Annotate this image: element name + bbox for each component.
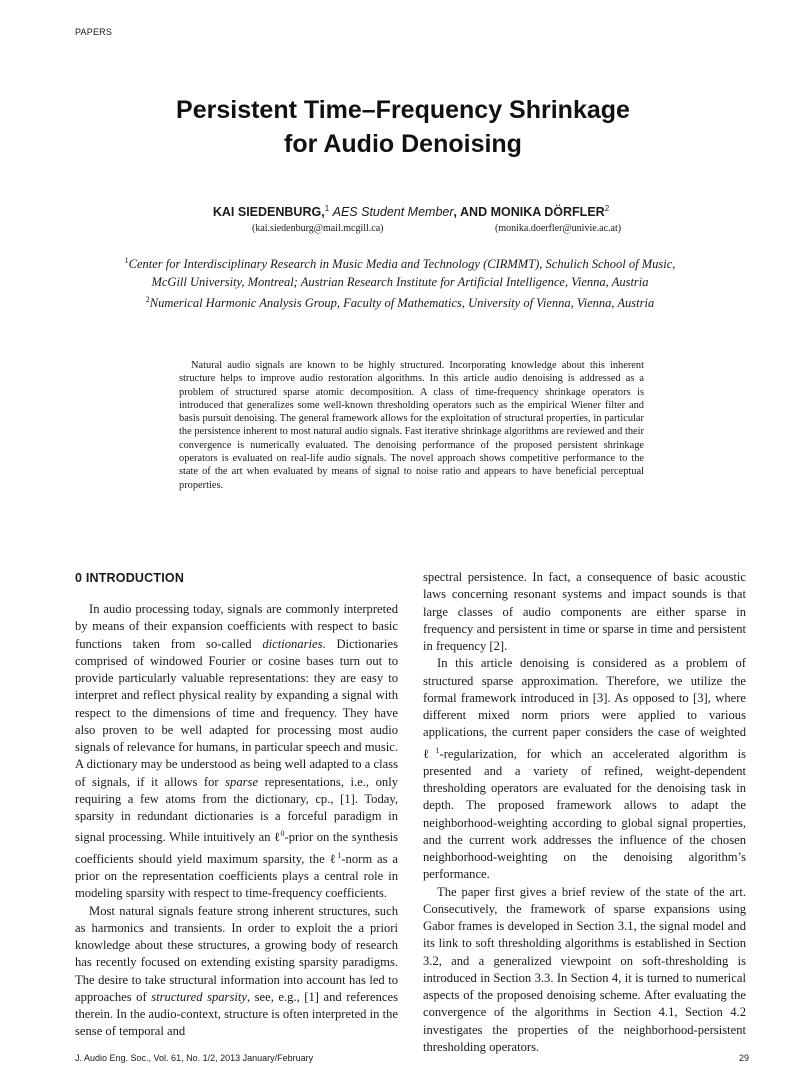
journal-citation: J. Audio Eng. Soc., Vol. 61, No. 1/2, 2013 January/February — [75, 1053, 314, 1063]
affiliation-2-line — [0, 291, 800, 312]
page-number: 29 — [738, 1053, 749, 1063]
author-2-email: (monika.doerfler@univie.ac.at) — [495, 223, 622, 234]
paragraph: spectral persistence. In fact, a consequence of basic acoustic laws concerning resonant systems and impact sounds is that large classes of audio components are either sparse in frequency and persistent in time or sparse in time and persistent in frequency [2]. — [423, 570, 746, 653]
title-line-2: for Audio Denoising — [284, 130, 522, 158]
emphasis: sparse — [225, 774, 259, 789]
text-run: -norm as a prior on the representation coefficients plays a central role in modeling sparsity with respect to time-frequency coefficients. — [75, 851, 398, 901]
text-run: Most natural signals feature strong inherent structures, such as harmonics and transients. In order to exploit the a priori knowledge about these structures, a growing body of research has recently focused on extending existing sparsity paradigms. The desire to take structural information into account has led to approaches of — [75, 903, 398, 1004]
affiliation-1-text-1: Center for Interdisciplinary Research in Music Media and Technology (CIRMMT), Schulich School of Music, — [128, 257, 676, 272]
text-run: . Dictionaries comprised of windowed Fourier or cosine bases turn out to provide particularly valuable representations: they are easy to interpret and reflect physical reality by expanding a signal with respect to the dimensions of time and frequency. They have also proven to be well adapted for processing most audio signals of relevance for humans, in particular speech and music. A dictionary may be understood as being well adapted to a class of signals, if it allows for — [75, 636, 398, 789]
author-1-email: (kai.siedenburg@mail.mcgill.ca) — [252, 223, 384, 234]
text-run: In this article denoising is considered as a problem of structured sparse approximation. Therefore, we utilize the formal framework introduced in [3]. As opposed to [3], where different mixed norm priors were applied to various applications, the current paper considers the case of weighted ℓ — [423, 656, 746, 761]
body-column-left — [75, 601, 398, 1041]
author-line — [0, 204, 806, 219]
author-2-name: , AND MONIKA DÖRFLER — [453, 205, 605, 220]
text-run: , see, e.g., [1] and references therein. In the audio-context, structure is often interpreted in the sense of temporal and — [75, 989, 398, 1039]
affiliation-2-text: Numerical Harmonic Analysis Group, Faculty of Mathematics, University of Vienna, Vienna, Austria — [149, 296, 655, 311]
affiliation-1-mark: 1 — [124, 256, 129, 265]
text-run: In audio processing today, signals are commonly interpreted by means of their expansion coefficients with respect to basic functions taken from so-called — [75, 602, 398, 651]
affiliation-1-line-2: McGill University, Montreal; Austrian Research Institute for Artificial Intelligence, Vienna, Austria — [151, 275, 649, 290]
author-1-affil-mark: 1 — [324, 204, 330, 213]
paragraph — [75, 601, 398, 903]
affiliations — [0, 252, 800, 312]
author-1-name: KAI SIEDENBURG, — [212, 205, 325, 220]
abstract: Natural audio signals are known to be highly structured. Incorporating knowledge about this inherent structure helps to improve audio restoration algorithms. In this article audio denoising is addressed as a problem of structured sparse atomic decomposition. A class of time-frequency shrinkage operators is introduced that generalizes some well-known thresholding operators such as the empirical Wiener filter and basis pursuit denoising. The general framework allows for the exploitation of structural properties, in particular the persistence inherent to most natural audio signals. Fast iterative shrinkage algorithms are reviewed and their convergence is numerically evaluated. The denoising performance of the proposed persistent shrinkage operators is evaluated on real-life audio signals. The novel approach shows competitive performance to the state of the art when evaluated by means of signal to noise ratio and appears to have beneficial perceptual properties. — [179, 360, 644, 491]
author-2-affil-mark: 2 — [604, 204, 610, 213]
paragraph — [423, 655, 746, 883]
emphasis: dictionaries — [262, 636, 323, 651]
section-label: PAPERS — [75, 27, 113, 37]
emphasis: structured sparsity — [151, 989, 247, 1004]
text-run: -prior on the synthesis coefficients should yield maximum sparsity, the ℓ — [75, 830, 398, 866]
body-column-right — [423, 569, 746, 1056]
paragraph — [75, 903, 398, 1041]
paper-title — [0, 93, 806, 161]
title-line-1: Persistent Time–Frequency Shrinkage — [176, 96, 630, 124]
superscript: 0 — [280, 829, 285, 839]
text-run: representations, i.e., only requiring a few atoms from the dictionary, cp., [1]. Today, sparsity in redundant dictionaries is a forceful paradigm in signal processing. While intuitively an ℓ — [75, 774, 398, 845]
superscript: 1 — [435, 745, 440, 755]
affiliation-2-mark: 2 — [145, 295, 150, 305]
section-heading-introduction: 0 INTRODUCTION — [75, 571, 185, 585]
superscript: 1 — [337, 850, 342, 860]
affiliation-1-line-1 — [0, 252, 800, 273]
text-run: -regularization, for which an accelerated algorithm is presented and a variety of refined, weight-dependent thresholding operators are evaluated for the denoising task in depth. The proposed framework allows to adapt the neighborhood-weighting according to global signal properties, and the current work addresses the influence of the chosen neighborhood-weighting on the denoising algorithm’s performance. — [423, 746, 746, 882]
paragraph: The paper first gives a brief review of the state of the art. Consecutively, the framework of sparse expansions using Gabor frames is developed in Section 3.1, the signal model and its link to soft thresholding algorithms is established in Section 3.2, and a generalized viewpoint on soft-thresholding is introduced in Section 3.3. In Section 4, it is turned to numerical aspects of the proposed denoising scheme. After evaluating the convergence of the algorithms in Section 4.1, Section 4.2 investigates the properties of the neighborhood-persistent thresholding operators. — [423, 884, 746, 1054]
author-1-role: AES Student Member — [332, 205, 454, 220]
